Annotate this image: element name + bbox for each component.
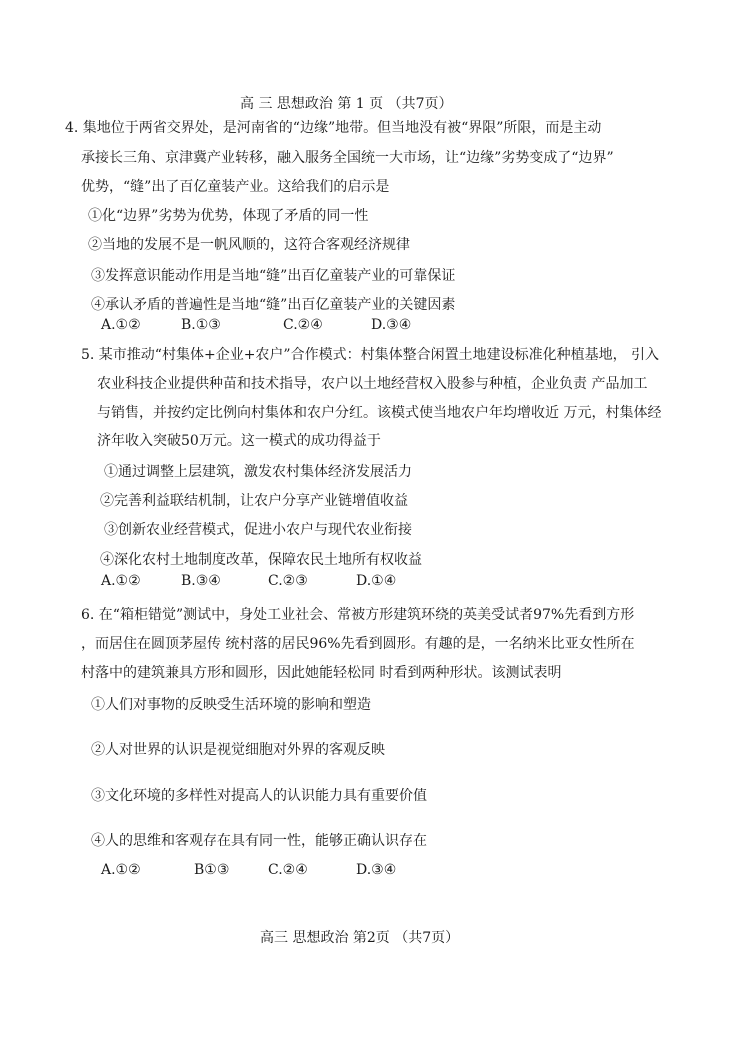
q5-item-3: ③创新农业经营模式，促进小农户与现代农业衔接	[104, 522, 412, 538]
q5-option-d[interactable]: D.①④	[356, 573, 397, 589]
q6-option-d[interactable]: D.③④	[356, 862, 397, 878]
q6-option-b[interactable]: B①③	[194, 862, 230, 878]
q5-item-2: ②完善利益联结机制，让农户分享产业链增值收益	[100, 493, 408, 509]
q4-stem-line-3: 优势，“缝”出了百亿童装产业。这给我们的启示是	[81, 179, 390, 195]
q6-option-c[interactable]: C.②④	[268, 862, 308, 878]
q5-stem-line-4: 济年收入突破50万元。这一模式的成功得益于	[97, 433, 381, 449]
q5-stem-line-2: 农业科技企业提供种苗和技术指导，农户以土地经营权入股参与种植，企业负责 产品加工	[97, 376, 648, 392]
q5-option-a[interactable]: A.①②	[101, 573, 141, 589]
q4-option-c[interactable]: C.②④	[283, 317, 323, 333]
q4-item-4: ④承认矛盾的普遍性是当地“缝”出百亿童装产业的关键因素	[91, 297, 456, 313]
q6-item-2: ②人对世界的认识是视觉细胞对外界的客观反映	[91, 742, 385, 758]
q5-item-4: ④深化农村土地制度改革，保障农民土地所有权收益	[100, 552, 422, 568]
page-header-footer: 高 三 思想政治 第 1 页 （共7页）	[240, 96, 453, 112]
q6-item-4: ④人的思维和客观存在具有同一性，能够正确认识存在	[91, 833, 427, 849]
page-footer: 高三 思想政治 第2页 （共7页）	[260, 930, 460, 946]
q4-option-a[interactable]: A.①②	[101, 317, 141, 333]
q6-option-a[interactable]: A.①②	[101, 862, 141, 878]
q4-stem-line-1: 4. 集地位于两省交界处，是河南省的“边缘”地带。但当地没有被“界限”所限，而是主动	[65, 120, 602, 136]
q6-stem-line-3: 村落中的建筑兼具方形和圆形，因此她能轻松同 时看到两种形状。该测试表明	[81, 665, 562, 681]
q6-item-3: ③文化环境的多样性对提高人的认识能力具有重要价值	[91, 788, 427, 804]
q4-item-2: ②当地的发展不是一帆风顺的，这符合客观经济规律	[88, 237, 410, 253]
q4-item-1: ①化“边界”劣势为优势，体现了矛盾的同一性	[88, 208, 369, 224]
q4-item-3: ③发挥意识能动作用是当地“缝”出百亿童装产业的可靠保证	[91, 268, 456, 284]
q5-stem-line-3: 与销售，并按约定比例向村集体和农户分红。该模式使当地农户年均增收近 万元，村集体经	[97, 405, 662, 421]
q4-stem-line-2: 承接长三角、京津冀产业转移，融入服务全国统一大市场，让“边缘”劣势变成了“边界”	[81, 150, 614, 166]
q5-stem-line-1: 5. 某市推动“村集体+企业+农户”合作模式：村集体整合闲置土地建设标准化种植基地， 引入	[81, 347, 660, 363]
q4-option-d[interactable]: D.③④	[371, 317, 412, 333]
q5-option-c[interactable]: C.②③	[268, 573, 308, 589]
q6-stem-line-1: 6. 在“箱柜错觉”测试中，身处工业社会、常被方形建筑环绕的英美受试者97%先看到方形	[81, 607, 635, 623]
q5-item-1: ①通过调整上层建筑，激发农村集体经济发展活力	[104, 464, 412, 480]
q6-item-1: ①人们对事物的反映受生活环境的影响和塑造	[91, 697, 371, 713]
q5-option-b[interactable]: B.③④	[181, 573, 221, 589]
q6-stem-line-2: ，而居住在圆顶茅屋传 统村落的居民96%先看到圆形。有趣的是，一名纳米比亚女性所在	[81, 636, 635, 652]
q4-option-b[interactable]: B.①③	[181, 317, 221, 333]
